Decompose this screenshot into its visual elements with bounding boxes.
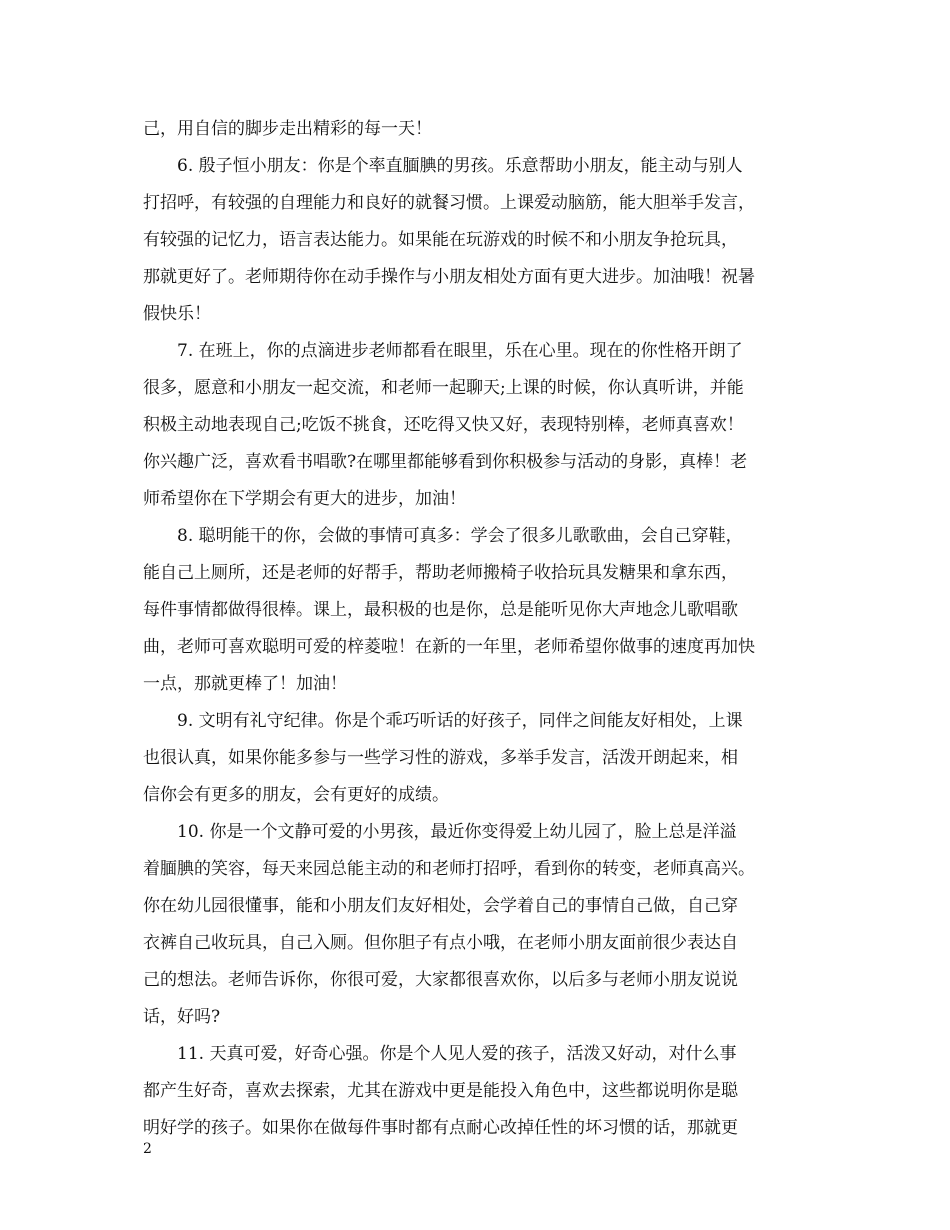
text-line: 着腼腆的笑容，每天来园总能主动的和老师打招呼，看到你的转变，老师真高兴。: [143, 859, 755, 879]
paragraph-11-start: 11. 天真可爱，好奇心强。你是个人见人爱的孩子，活泼又好动，对什么事: [177, 1044, 737, 1064]
text-line: 每件事情都做得很棒。课上，最积极的也是你，总是能听见你大声地念儿歌唱歌: [143, 600, 738, 620]
text-line: 那就更好了。老师期待你在动手操作与小朋友相处方面有更大进步。加油哦！祝暑: [143, 267, 755, 287]
text-line: 积极主动地表现自己;吃饭不挑食，还吃得又快又好，表现特别棒，老师真喜欢！: [143, 415, 744, 435]
text-line: 师希望你在下学期会有更大的进步，加油！: [143, 489, 466, 509]
text-line: 曲，老师可喜欢聪明可爱的梓菱啦！在新的一年里，老师希望你做事的速度再加快: [143, 637, 755, 657]
text-line: 打招呼，有较强的自理能力和良好的就餐习惯。上课爱动脑筋，能大胆举手发言，: [143, 193, 755, 213]
text-line: 假快乐！: [143, 304, 211, 324]
text-line: 明好学的孩子。如果你在做每件事时都有点耐心改掉任性的坏习惯的话，那就更: [143, 1118, 738, 1138]
text-line: 己，用自信的脚步走出精彩的每一天！: [143, 119, 432, 139]
paragraph-6-start: 6. 殷子恒小朋友：你是个率直腼腆的男孩。乐意帮助小朋友，能主动与别人: [177, 156, 743, 176]
paragraph-10-start: 10. 你是一个文静可爱的小男孩，最近你变得爱上幼儿园了，脸上总是洋溢: [177, 822, 737, 842]
text-line: 衣裤自己收玩具，自己入厕。但你胆子有点小哦，在老师小朋友面前很少表达自: [143, 933, 738, 953]
text-line: 有较强的记忆力，语言表达能力。如果能在玩游戏的时候不和小朋友争抢玩具，: [143, 230, 738, 250]
text-line: 你在幼儿园很懂事，能和小朋友们友好相处，会学着自己的事情自己做，自己穿: [143, 896, 738, 916]
paragraph-8-start: 8. 聪明能干的你，会做的事情可真多：学会了很多儿歌歌曲，会自己穿鞋，: [177, 526, 743, 546]
text-line: 很多，愿意和小朋友一起交流，和老师一起聊天;上课的时候，你认真听讲，并能: [143, 378, 744, 398]
text-line: 也很认真，如果你能多参与一些学习性的游戏，多举手发言，活泼开朗起来，相: [143, 748, 738, 768]
text-line: 你兴趣广泛，喜欢看书唱歌?在哪里都能够看到你积极参与活动的身影，真棒！老: [143, 452, 748, 472]
text-line: 信你会有更多的朋友，会有更好的成绩。: [143, 785, 449, 805]
paragraph-9-start: 9. 文明有礼守纪律。你是个乖巧听话的好孩子，同伴之间能友好相处，上课: [177, 711, 743, 731]
text-line: 己的想法。老师告诉你，你很可爱，大家都很喜欢你，以后多与老师小朋友说说: [143, 970, 738, 990]
paragraph-7-start: 7. 在班上，你的点滴进步老师都看在眼里，乐在心里。现在的你性格开朗了: [177, 341, 743, 361]
text-line: 都产生好奇，喜欢去探索，尤其在游戏中更是能投入角色中，这些都说明你是聪: [143, 1081, 738, 1101]
text-line: 能自己上厕所，还是老师的好帮手，帮助老师搬椅子收拾玩具发糖果和拿东西，: [143, 563, 738, 583]
text-line: 话，好吗?: [143, 1007, 221, 1027]
text-line: 一点，那就更棒了！加油！: [143, 674, 347, 694]
page-number: 2: [143, 1141, 152, 1157]
